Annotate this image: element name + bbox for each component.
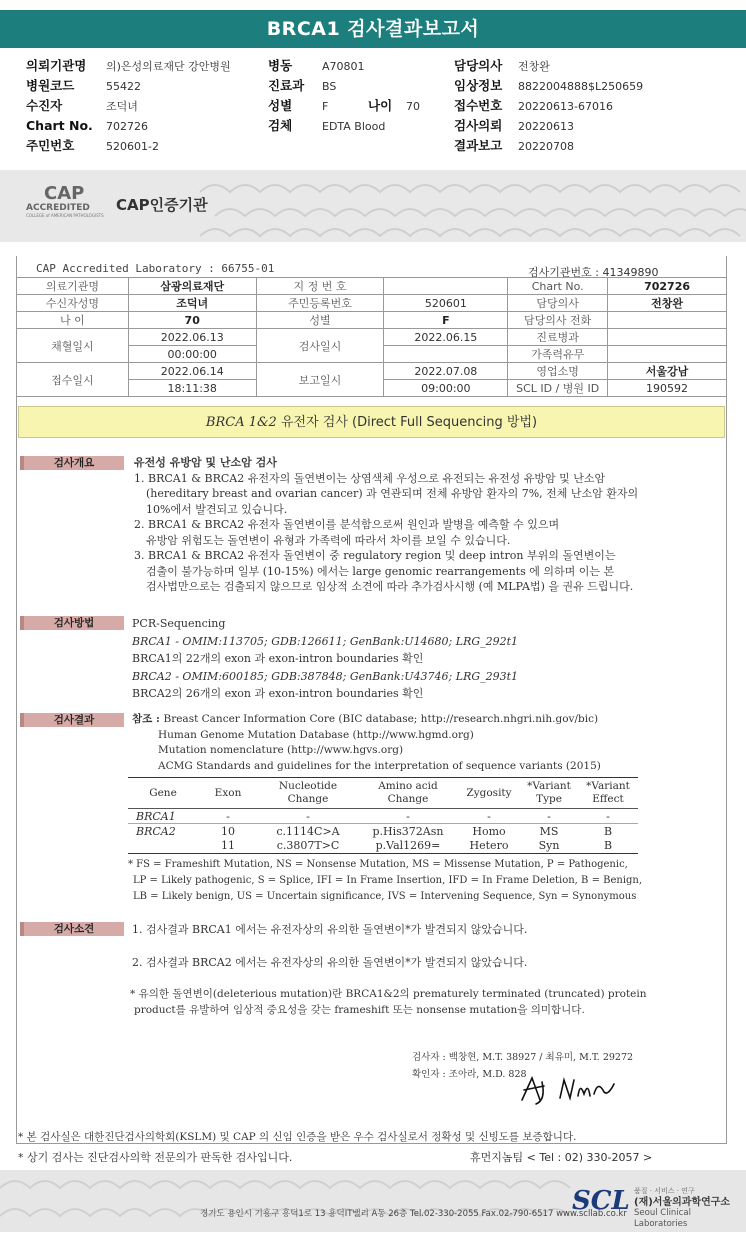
- table-cell: -: [520, 809, 578, 824]
- reference-line: ACMG Standards and guidelines for the interpretation of sequence variants (2015): [158, 759, 601, 772]
- info-label: 영업소명: [508, 363, 608, 380]
- info-value: 2022.06.14: [128, 363, 256, 380]
- info-label: 의료기관명: [17, 278, 129, 295]
- overview-line: 1. BRCA1 & BRCA2 유전자의 돌연변이는 상염색체 우성으로 유전되는 유전성 유방암 및 난소암: [134, 471, 606, 485]
- info-label: 채혈일시: [17, 329, 129, 363]
- header-row: 결과보고 20220708: [454, 138, 574, 153]
- column-header: Exon: [198, 778, 258, 809]
- info-value: [384, 346, 508, 363]
- reference-line: Mutation nomenclature (http://www.hgvs.org): [158, 744, 404, 756]
- method-section: [132, 615, 722, 703]
- section-tag-result: 검사결과: [20, 713, 124, 727]
- info-value: 2022.07.08: [384, 363, 508, 380]
- report-title: BRCA1 검사결과보고서: [0, 10, 746, 48]
- reference-list: [132, 712, 722, 774]
- method-line: PCR-Sequencing: [132, 617, 226, 630]
- cap-lab-number: CAP Accredited Laboratory : 66755-01: [36, 262, 275, 275]
- variant-header-row: [128, 778, 638, 809]
- table-cell: [128, 839, 198, 854]
- info-label: 나 이: [17, 312, 129, 329]
- tester-line: 검사자 : 백창현, M.T. 38927 / 최유미, M.T. 29272: [412, 1052, 634, 1063]
- variant-legend: [128, 857, 718, 905]
- table-cell: c.3807T>C: [258, 839, 358, 854]
- cap-logo-text: CAP: [44, 183, 85, 204]
- info-value: 2022.06.15: [384, 329, 508, 346]
- cap-logo: [26, 185, 112, 225]
- patient-info-table: [16, 277, 727, 397]
- signature-image: [518, 1070, 618, 1106]
- table-cell: Syn: [520, 839, 578, 854]
- reference-line: [132, 712, 722, 728]
- overview-line: 검사법만으로는 검출되지 않으므로 임상적 소견에 따라 추가검사시행 (예 MLPA법) 을 권유 드립니다.: [146, 580, 634, 593]
- info-value: 전창완: [608, 295, 727, 312]
- info-row: [17, 295, 727, 312]
- scl-logo: SCL: [572, 1186, 630, 1216]
- column-header: Gene: [128, 778, 198, 809]
- info-value: 09:00:00: [384, 380, 508, 397]
- section-tag-finding: 검사소견: [20, 922, 124, 936]
- legend-line: LP = Likely pathogenic, S = Splice, IFI = In Frame Insertion, IFD = In Frame Deletion, B = Benign,: [133, 875, 643, 886]
- table-cell: MS: [539, 824, 559, 838]
- overview-line: 3. BRCA1 & BRCA2 유전자 돌연변이 중 regulatory region 및 deep intron 부위의 돌연변이는: [134, 549, 616, 562]
- info-value: 190592: [608, 380, 727, 397]
- table-cell: p.His372Asn: [372, 824, 444, 838]
- info-label: 성별: [256, 312, 384, 329]
- info-row: [17, 312, 727, 329]
- header-row: 병원코드 55422: [26, 78, 141, 93]
- header-row: 성별 F 나이 70: [268, 98, 420, 113]
- info-value: 18:11:38: [128, 380, 256, 397]
- table-cell: -: [358, 809, 458, 824]
- header-row: 검체 EDTA Blood: [268, 118, 386, 133]
- info-value: 00:00:00: [128, 346, 256, 363]
- overview-line: 10%에서 발견되고 있습니다.: [146, 502, 288, 516]
- header-row: 주민번호 520601-2: [26, 138, 159, 153]
- info-value: 조덕녀: [128, 295, 256, 312]
- info-label: 담당의사: [508, 295, 608, 312]
- info-row: [17, 363, 727, 380]
- table-cell: 10: [221, 824, 235, 838]
- overview-heading: 유전성 유방암 및 난소암 검사: [134, 456, 277, 469]
- scl-korean-name: (재)서울의과학연구소: [634, 1197, 731, 1208]
- finding-footnote: [130, 987, 730, 1018]
- header-row: 진료과 BS: [268, 78, 337, 93]
- cap-logo-small: COLLEGE of AMERICAN PATHOLOGISTS: [26, 213, 104, 218]
- info-value: 70: [128, 312, 256, 329]
- info-label: 가족력유무: [508, 346, 608, 363]
- method-line: BRCA1의 22개의 exon 과 exon-intron boundaries 확인: [132, 652, 424, 665]
- column-header: *Variant Effect: [578, 778, 638, 809]
- table-cell: p.Val1269=: [358, 839, 458, 854]
- table-cell: 11: [198, 839, 258, 854]
- certification-note: * 본 검사실은 대한진단검사의학회(KSLM) 및 CAP 의 신임 인증을 받은 우수 검사실로서 정확성 및 신빙도를 보증합니다.: [18, 1131, 577, 1143]
- header-row: Chart No. 702726: [26, 118, 148, 133]
- info-label: SCL ID / 병원 ID: [508, 380, 608, 397]
- table-cell: BRCA1: [128, 809, 198, 824]
- test-title-gene: BRCA 1&2: [205, 415, 277, 430]
- reference-line: Human Genome Mutation Database (http://www.hgmd.org): [158, 728, 474, 741]
- header-col1: [26, 56, 266, 156]
- cap-logo-sub: ACCREDITED: [26, 203, 90, 213]
- reference-text: Breast Cancer Information Core (BIC database; http://research.nhgri.nih.gov/bic): [163, 713, 599, 725]
- header-row: 의뢰기관명 의)은성의료재단 강안병원: [26, 58, 231, 73]
- variant-table: [128, 777, 638, 854]
- overview-line: 2. BRCA1 & BRCA2 유전자 돌연변이를 분석함으로써 원인과 발병을 예측할 수 있으며: [134, 518, 560, 531]
- info-value: 삼광의료재단: [128, 278, 256, 295]
- overview-section: [134, 455, 724, 595]
- address: 경기도 용인시 기흥구 흥덕1로 13 흥덕IT밸리 A동 26층 Tel.02-330-2055 Fax.02-790-6517 www.scllab.co.kr: [200, 1209, 627, 1219]
- overview-line: (hereditary breast and ovarian cancer) 과 연관되며 전체 유방암 환자의 7%, 전체 난소암 환자의: [146, 487, 639, 500]
- confirmer-line: 확인자 : 조아라, M.D. 828: [412, 1069, 527, 1080]
- info-label: Chart No.: [508, 278, 608, 295]
- info-value: F: [384, 312, 508, 329]
- info-value: 520601: [384, 295, 508, 312]
- overview-line: 검출이 불가능하며 일부 (10-15%) 에서는 large genomic rearrangements 에 의하며 이는 본: [146, 564, 615, 578]
- table-cell: B: [578, 839, 638, 854]
- header-row: 임상정보 8822004888$L250659: [454, 78, 644, 93]
- info-label: 수신자성명: [17, 295, 129, 312]
- table-cell: -: [198, 809, 258, 824]
- overview-line: 유방암 위험도는 돌연변이 유형과 가족력에 따라서 차이를 보일 수 있습니다.: [146, 533, 511, 547]
- info-label: 담당의사 전화: [508, 312, 608, 329]
- scl-name: [634, 1186, 746, 1230]
- finding-line-2: 2. 검사결과 BRCA2 에서는 유전자상의 유의한 돌연변이*가 발견되지 않았습니다.: [132, 956, 528, 969]
- info-value: 702726: [608, 278, 727, 295]
- table-row: [128, 839, 638, 854]
- test-title-text: 유전자 검사 (Direct Full Sequencing 방법): [276, 415, 538, 430]
- column-header: Amino acid Change: [358, 778, 458, 809]
- column-header: Zygosity: [458, 778, 520, 809]
- info-label: 주민등록번호: [256, 295, 384, 312]
- test-title: [18, 406, 725, 438]
- institution-number: 검사기관번호 : 41349890: [528, 266, 659, 279]
- info-label: 보고일시: [256, 363, 384, 397]
- table-cell: -: [258, 809, 358, 824]
- section-tag-method: 검사방법: [20, 616, 124, 630]
- table-row: [128, 824, 638, 839]
- info-label: 지 정 번 호: [256, 278, 384, 295]
- table-cell: Hetero: [458, 839, 520, 854]
- info-row: [17, 329, 727, 346]
- method-line: BRCA2 - OMIM:600185; GDB:387848; GenBank:U43746; LRG_293t1: [132, 669, 519, 683]
- info-value: [384, 278, 508, 295]
- info-label: 진료병과: [508, 329, 608, 346]
- legend-line: LB = Likely benign, US = Uncertain significance, IVS = Intervening Sequence, Syn = Synonymous: [133, 891, 637, 902]
- header-row: 병동 A70801: [268, 58, 365, 73]
- info-value: [608, 312, 727, 329]
- header-col2: [268, 56, 448, 136]
- header-col3: [454, 56, 734, 156]
- table-cell: c.1114C>A: [276, 824, 340, 838]
- info-value: 서울강남: [608, 363, 727, 380]
- section-tag-overview: 검사개요: [20, 456, 124, 470]
- interpretation-note: * 상기 검사는 진단검사의학 전문의가 판독한 검사입니다.: [18, 1151, 293, 1164]
- finding-line-1: 1. 검사결과 BRCA1 에서는 유전자상의 유의한 돌연변이*가 발견되지 않았습니다.: [132, 923, 528, 936]
- footnote-line: * 유의한 돌연변이(deleterious mutation)란 BRCA1&2의 prematurely terminated (truncated) protein: [130, 988, 647, 1000]
- info-value: [608, 329, 727, 346]
- info-label: 검사일시: [256, 329, 384, 363]
- header-row: 검사의뢰 20220613: [454, 118, 574, 133]
- method-line: BRCA1 - OMIM:113705; GDB:126611; GenBank:U14680; LRG_292t1: [132, 634, 519, 648]
- column-header: Nucleotide Change: [258, 778, 358, 809]
- table-cell: -: [458, 809, 520, 824]
- info-row: [17, 278, 727, 295]
- cap-label: CAP인증기관: [116, 196, 208, 214]
- header-row: 담당의사 전창완: [454, 58, 550, 73]
- column-header: *Variant Type: [520, 778, 578, 809]
- method-line: BRCA2의 26개의 exon 과 exon-intron boundaries 확인: [132, 687, 424, 700]
- legend-line: * FS = Frameshift Mutation, NS = Nonsense Mutation, MS = Missense Mutation, P = Pathogenic,: [128, 859, 628, 870]
- scl-english-name: Seoul Clinical Laboratories: [634, 1208, 691, 1229]
- reference-label: 참조 :: [132, 713, 164, 725]
- info-value: [608, 346, 727, 363]
- table-cell: B: [603, 824, 613, 838]
- header-row: 수진자 조덕녀: [26, 98, 138, 113]
- table-row: [128, 809, 638, 824]
- table-cell: -: [578, 809, 638, 824]
- table-cell: Homo: [472, 824, 506, 838]
- scl-tagline: 품질 · 서비스 · 연구: [634, 1187, 695, 1195]
- header-row: 접수번호 20220613-67016: [454, 98, 613, 113]
- table-cell: BRCA2: [136, 824, 176, 838]
- info-value: 2022.06.13: [128, 329, 256, 346]
- hotline: 휴먼지놈팀 < Tel : 02) 330-2057 >: [470, 1151, 653, 1164]
- footnote-line: product를 유발하여 임상적 중요성을 갖는 frameshift 또는 nonsense mutation을 의미합니다.: [134, 1003, 585, 1016]
- info-label: 접수일시: [17, 363, 129, 397]
